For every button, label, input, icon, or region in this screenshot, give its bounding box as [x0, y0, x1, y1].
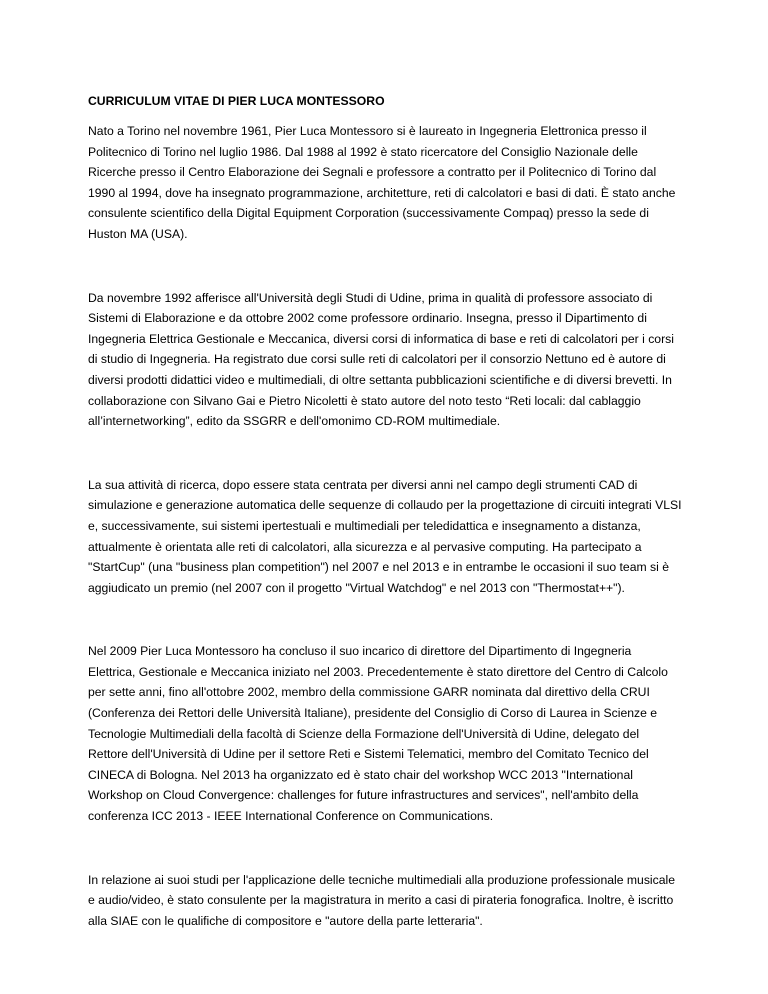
paragraph-multimedia: In relazione ai suoi studi per l'applicazione delle tecniche multimediali alla produzione professionale musicale e audio/video, è stato consulente per la magistratura in merito a casi di pirateria fonografica. Inoltre, è iscritto alla SIAE con le qualifiche di compositore e "autore della parte letteraria". [88, 872, 675, 928]
paragraph-udine-career: Da novembre 1992 afferisce all'Università degli Studi di Udine, prima in qualità di professore associato di Sistemi di Elaborazione e da ottobre 2002 come professore ordinario. Insegna, presso il Dipartimento di Ingegneria Elettrica Gestionale e Meccanica, diversi corsi di informatica di base e reti di calcolatori per i corsi di studio di Ingegneria. Ha registrato due corsi sulle reti di calcolatori per il consorzio Nettuno ed è autore di diversi prodotti didattici video e multimediali, di oltre settanta pubblicazioni scientifiche e di diversi brevetti. In collaborazione con Silvano Gai e Pietro Nicoletti è stato autore del noto testo “Reti locali: dal cablaggio all’internetworking”, edito da SSGRR e dell'omonimo CD-ROM multimediale. [88, 290, 674, 429]
document-title: CURRICULUM VITAE DI PIER LUCA MONTESSORO [88, 94, 385, 108]
paragraph-birth-education: Nato a Torino nel novembre 1961, Pier Luca Montessoro si è laureato in Ingegneria Elettronica presso il Politecnico di Torino nel luglio 1986. Dal 1988 al 1992 è stato ricercatore del Consiglio Nazionale delle Ricerche presso il Centro Elaborazione dei Segnali e professore a contratto per il Politecnico di Torino dal 1990 al 1994, dove ha insegnato programmazione, architetture, reti di calcolatori e basi di dati. È stato anche consulente scientifico della Digital Equipment Corporation (successivamente Compaq) presso la sede di Huston MA (USA). [88, 124, 676, 241]
paragraph-research: La sua attività di ricerca, dopo essere stata centrata per diversi anni nel campo degli strumenti CAD di simulazione e generazione automatica delle sequenze di collaudo per la progettazione di circuiti integrati VLSI e, successivamente, sui sistemi ipertestuali e multimediali per teledidattica e insegnamento a distanza, attualmente è orientata alle reti di calcolatori, alla sicurezza e al pervasive computing. Ha partecipato a "StartCup" (una "business plan competition") nel 2007 e nel 2013 e in entrambe le occasioni il suo team si è aggiudicato un premio (nel 2007 con il progetto "Virtual Watchdog" e nel 2013 con "Thermostat++"). [88, 477, 682, 595]
document-page [88, 93, 682, 931]
paragraph-roles: Nel 2009 Pier Luca Montessoro ha concluso il suo incarico di direttore del Dipartimento di Ingegneria Elettrica, Gestionale e Meccanica iniziato nel 2003. Precedentemente è stato direttore del Centro di Calcolo per sette anni, fino all'ottobre 2002, membro della commissione GARR nominata dal direttivo della CRUI (Conferenza dei Rettori delle Università Italiane), presidente del Consiglio di Corso di Laurea in Scienze e Tecnologie Multimediali della facoltà di Scienze della Formazione dell'Università di Udine, delegato del Rettore dell'Università di Udine per il settore Reti e Sistemi Telematici, membro del Comitato Tecnico del CINECA di Bologna. Nel 2013 ha organizzato ed è stato chair del workshop WCC 2013 "International Workshop on Cloud Convergence: challenges for future infrastructures and services", nell'ambito della conferenza ICC 2013 - IEEE International Conference on Communications. [88, 644, 668, 824]
